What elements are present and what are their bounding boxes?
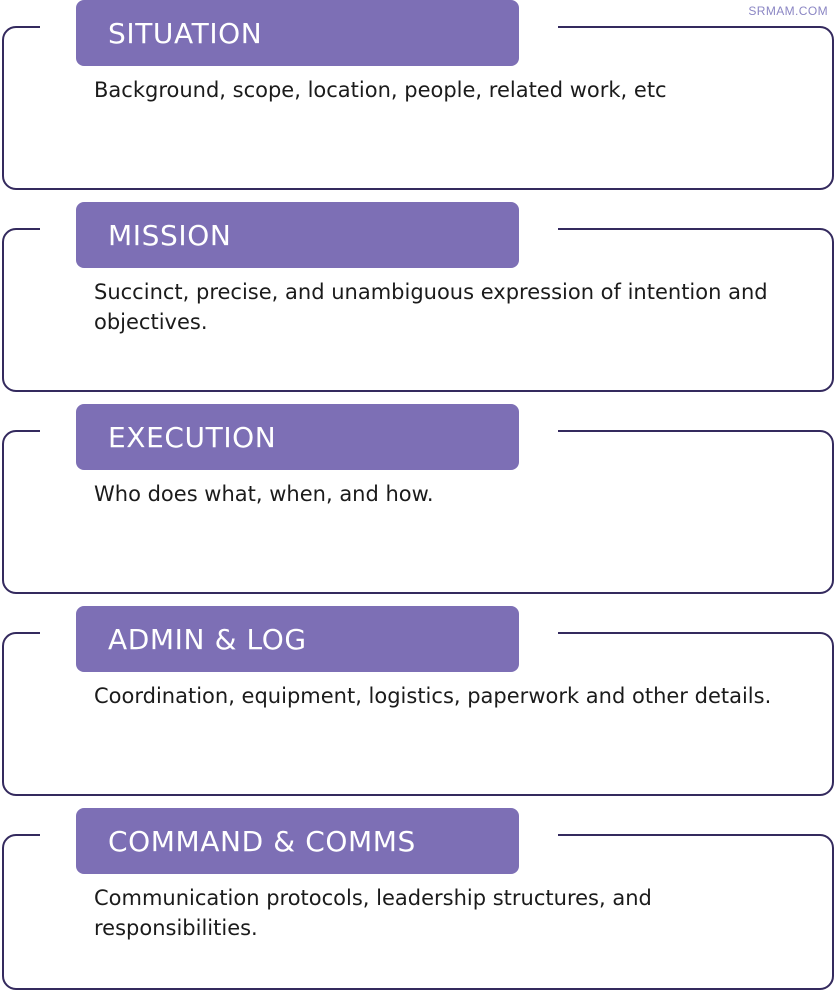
section-header-label: SITUATION bbox=[108, 16, 263, 50]
section-header-label: ADMIN & LOG bbox=[108, 622, 307, 656]
section-body-command-comms: Communication protocols, leadership structures, and responsibilities. bbox=[94, 886, 652, 940]
frame-notch-left bbox=[40, 424, 78, 452]
section-header-mission[interactable] bbox=[76, 202, 519, 268]
frame-notch-right bbox=[518, 828, 558, 856]
frame-notch-left bbox=[40, 20, 78, 48]
section-mission[interactable] bbox=[0, 202, 836, 392]
section-body-execution: Who does what, when, and how. bbox=[94, 482, 434, 506]
section-header-label: MISSION bbox=[108, 218, 232, 252]
section-header-command-comms[interactable] bbox=[76, 808, 519, 874]
frame-notch-right bbox=[518, 424, 558, 452]
frame-notch-right bbox=[518, 626, 558, 654]
frame-notch-right bbox=[518, 20, 558, 48]
watermark-label: SRMAM.COM bbox=[748, 4, 828, 18]
section-execution[interactable] bbox=[0, 404, 836, 594]
section-command-comms[interactable] bbox=[0, 808, 836, 990]
section-body-situation: Background, scope, location, people, related work, etc bbox=[94, 78, 667, 102]
frame-notch-left bbox=[40, 222, 78, 250]
frame-notch-left bbox=[40, 626, 78, 654]
section-header-execution[interactable] bbox=[76, 404, 519, 470]
section-header-label: COMMAND & COMMS bbox=[108, 824, 416, 858]
section-header-label: EXECUTION bbox=[108, 420, 277, 454]
section-body-admin-log: Coordination, equipment, logistics, paperwork and other details. bbox=[94, 684, 772, 708]
section-admin-log[interactable] bbox=[0, 606, 836, 796]
section-header-admin-log[interactable] bbox=[76, 606, 519, 672]
section-situation[interactable] bbox=[0, 0, 836, 190]
frame-notch-right bbox=[518, 222, 558, 250]
section-header-situation[interactable] bbox=[76, 0, 519, 66]
frame-notch-left bbox=[40, 828, 78, 856]
section-body-mission: Succinct, precise, and unambiguous expression of intention and objectives. bbox=[94, 280, 768, 334]
